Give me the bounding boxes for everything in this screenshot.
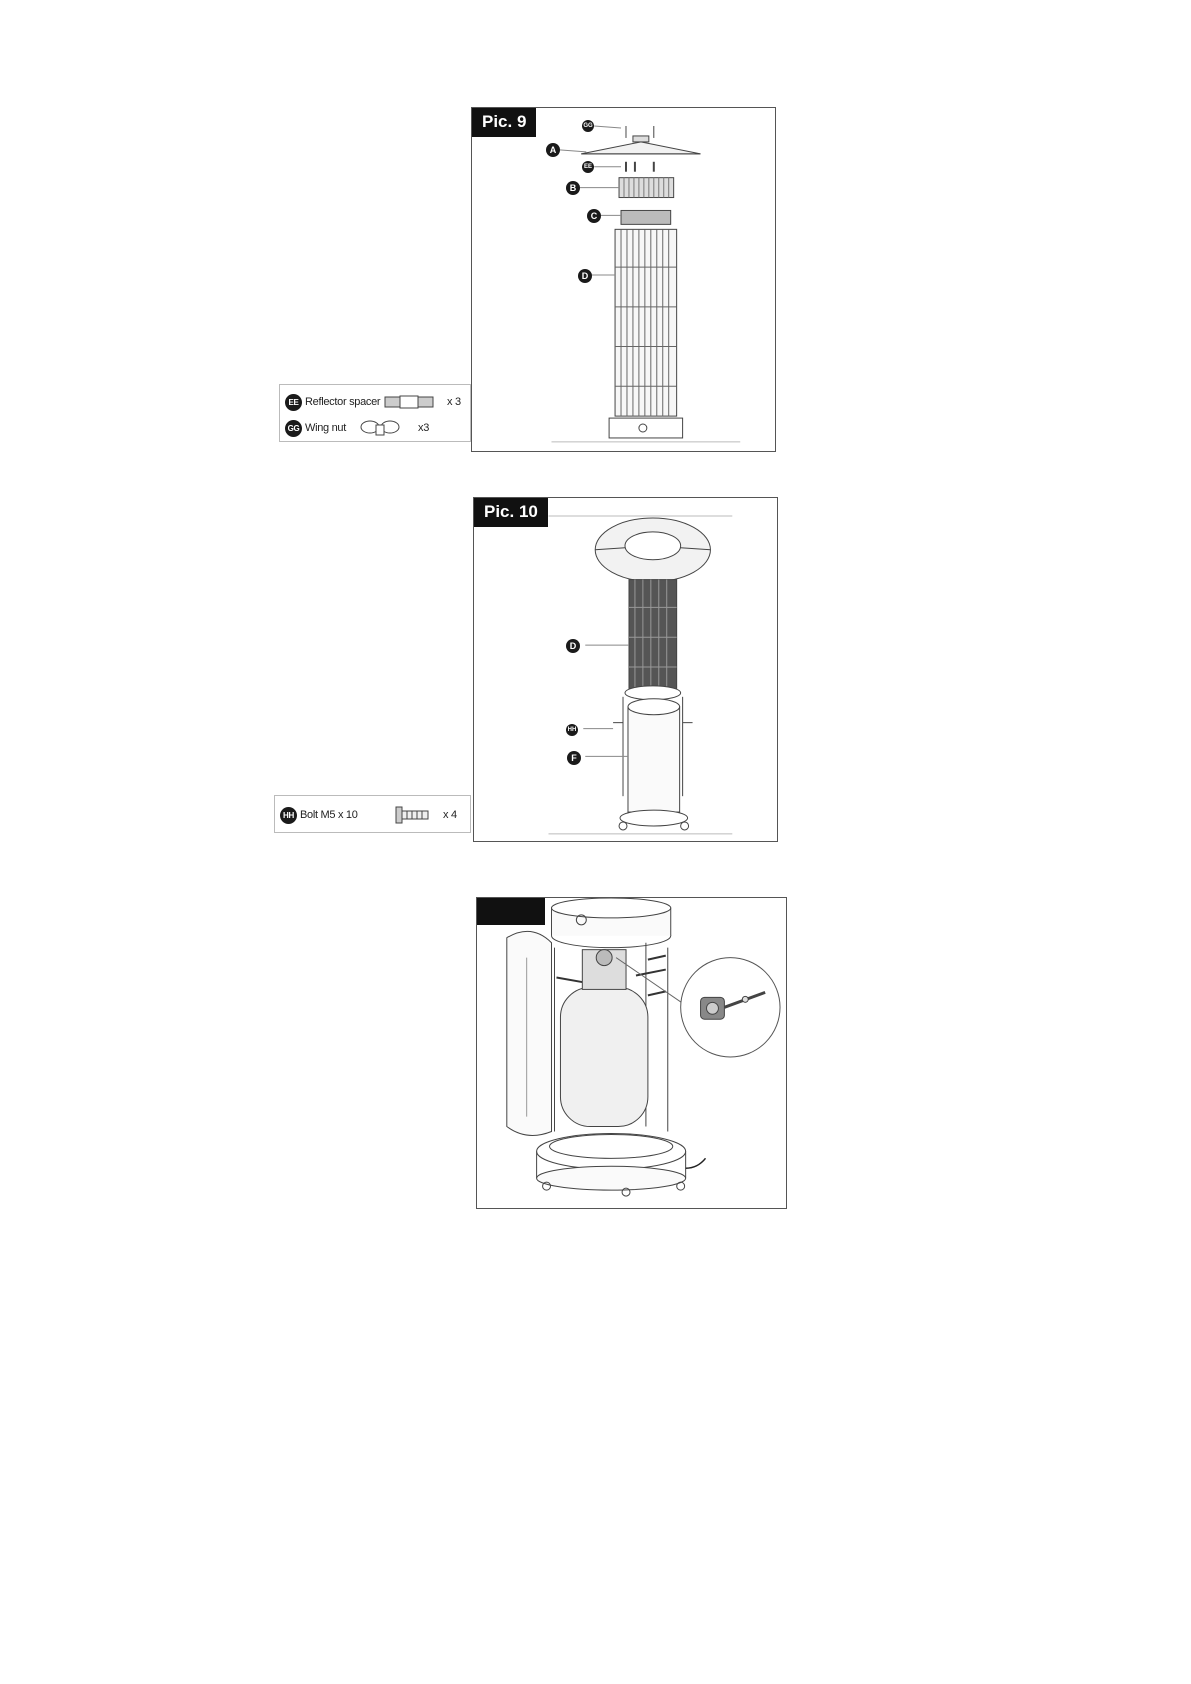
bolt-icon: [395, 804, 431, 826]
pic-9-label: Pic. 9: [472, 108, 536, 137]
part-code-badge: HH: [280, 807, 297, 824]
callout-f: F: [567, 751, 581, 765]
callout-a: A: [546, 143, 560, 157]
callout-c: C: [587, 209, 601, 223]
part-row-wing-nut: [285, 418, 346, 438]
pic-10-label: Pic. 10: [474, 498, 548, 527]
part-name: Wing nut: [305, 422, 347, 434]
part-name: Bolt M5 x 10: [300, 809, 358, 821]
reflector-spacer-icon: [384, 394, 434, 410]
part-code-badge: EE: [285, 394, 302, 411]
parts-list-pic-9: [279, 384, 471, 442]
callout-d: D: [566, 639, 580, 653]
part-row-reflector-spacer: [285, 392, 380, 412]
part-qty: x3: [418, 422, 430, 434]
pic-9-illustration: [472, 108, 775, 451]
figure-pic-10: [473, 497, 778, 842]
callout-ee: EE: [582, 161, 594, 173]
figure-pic-9: [471, 107, 776, 452]
part-row-bolt-m5: [280, 805, 358, 825]
part-code-badge: GG: [285, 420, 302, 437]
part-name: Reflector spacer: [305, 396, 381, 408]
parts-list-pic-10: [274, 795, 471, 833]
pic-11-label: [477, 898, 545, 925]
part-qty: x 4: [443, 809, 457, 821]
figure-pic-11: [476, 897, 787, 1209]
pic-10-illustration: [474, 498, 777, 841]
wing-nut-icon: [360, 419, 400, 437]
callout-gg: GG: [582, 120, 594, 132]
pic-11-illustration: [477, 898, 786, 1208]
part-qty: x 3: [447, 396, 461, 408]
callout-d: D: [578, 269, 592, 283]
callout-hh: HH: [566, 724, 578, 736]
callout-b: B: [566, 181, 580, 195]
